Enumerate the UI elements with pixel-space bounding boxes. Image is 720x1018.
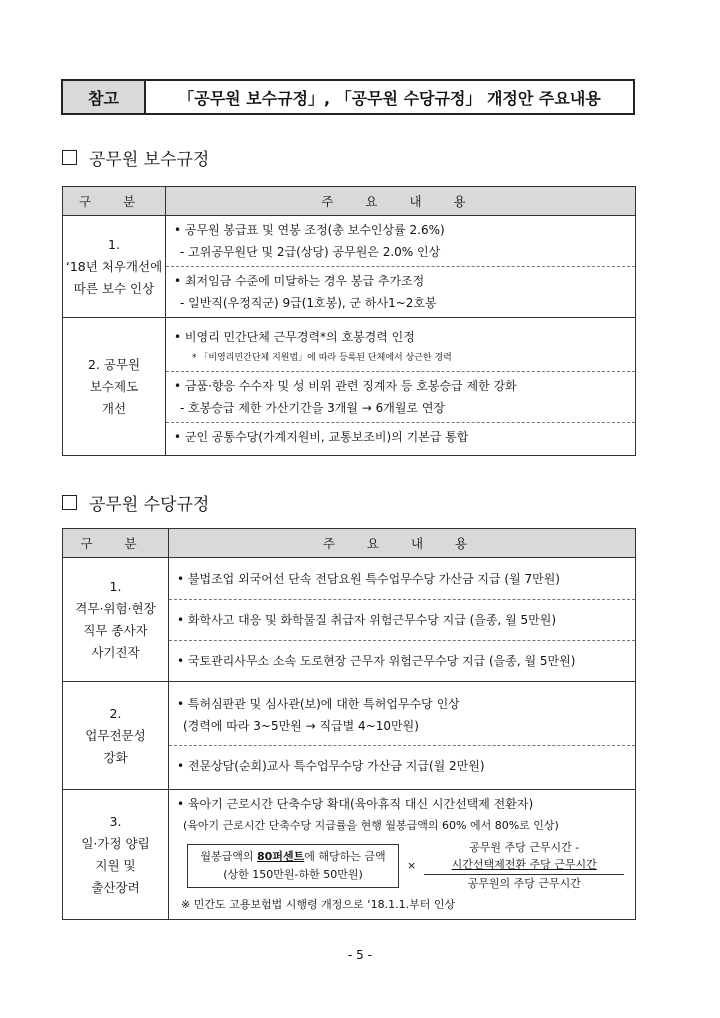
content-subline: - 호봉승급 제한 가산기간을 3개월 → 6개월로 연장 — [180, 400, 446, 415]
row-content — [169, 558, 636, 682]
category-line: 업무전문성 — [85, 727, 146, 743]
content-item — [169, 600, 635, 641]
content-item — [166, 267, 635, 317]
category-line: 격무·위험·현장 — [75, 600, 156, 616]
row-category — [63, 318, 166, 456]
category-line: 출산장려 — [91, 879, 140, 895]
table-row — [63, 318, 636, 456]
checkbox-icon — [62, 495, 77, 510]
content-item — [166, 423, 635, 451]
category-line: 3. — [109, 813, 122, 829]
formula-emphasis: 80퍼센트 — [257, 849, 305, 863]
fraction-denominator: 공무원의 주당 근무시간 — [467, 877, 581, 890]
category-line: 1. — [109, 578, 122, 594]
salary-table — [62, 186, 636, 456]
footnote: * 「비영리민간단체 지원법」에 따라 등록된 단체에서 상근한 경력 — [192, 352, 452, 363]
category-line: 지원 및 — [95, 857, 136, 873]
table-row — [63, 216, 636, 318]
allowance-table — [62, 528, 636, 920]
content-line: • 금품·향응 수수자 및 성 비위 관련 징계자 등 호봉승급 제한 강화 — [174, 378, 517, 393]
content-subline: (육아기 근로시간 단축수당 지급률을 현행 월봉급액의 60% 에서 80%로 인상) — [183, 819, 559, 832]
row-content — [166, 318, 636, 456]
content-item — [169, 746, 635, 786]
table-row — [63, 790, 636, 920]
content-item — [169, 790, 635, 919]
row-content — [169, 682, 636, 790]
category-line: 일·가정 양립 — [81, 835, 150, 851]
formula-text: 월봉급액의 — [200, 849, 258, 863]
row-content — [166, 216, 636, 318]
page-number: - 5 - — [348, 948, 372, 962]
content-subline: - 일반직(우정직군) 9급(1호봉), 군 하사1~2호봉 — [180, 296, 437, 310]
row-category — [63, 790, 169, 920]
allowance-formula — [187, 839, 627, 892]
title-box — [61, 79, 635, 115]
content-line: • 공무원 봉급표 및 연봉 조정(총 보수인상률 2.6%) — [174, 223, 445, 237]
content-subline: - 고위공무원단 및 2급(상당) 공무원은 2.0% 인상 — [180, 245, 441, 259]
category-line: 1. — [108, 236, 120, 252]
header-category: 구 분 — [63, 187, 166, 216]
table-header-row — [63, 529, 636, 558]
section-heading-salary — [62, 145, 209, 170]
content-line: • 불법조업 외국어선 단속 전담요원 특수업무수당 가산금 지급 (월 7만원) — [177, 571, 560, 586]
category-line: 2. — [109, 705, 122, 721]
numerator-line: 공무원 주당 근무시간 - — [469, 841, 580, 854]
content-line: • 군인 공통수당(가계지원비, 교통보조비)의 기본급 통합 — [174, 429, 469, 444]
category-line: 직무 종사자 — [83, 622, 148, 638]
content-item — [166, 323, 635, 372]
category-line: 따른 보수 인상 — [73, 280, 155, 296]
formula-limit: (상한 150만원-하한 50만원) — [223, 867, 363, 881]
category-line: ‘18년 처우개선에 — [65, 258, 163, 274]
content-line: • 국토관리사무소 소속 도로현장 근무자 위험근무수당 지급 (을종, 월 5만원) — [177, 653, 576, 668]
formula-text: 에 해당하는 금액 — [304, 849, 386, 863]
table-row — [63, 558, 636, 682]
content-line: • 화학사고 대응 및 화학물질 취급자 위험근무수당 지급 (을종, 월 5만원) — [177, 612, 557, 627]
row-category — [63, 216, 166, 318]
table-row — [63, 682, 636, 790]
category-line: 2. 공무원 — [87, 356, 141, 372]
content-line: • 전문상담(순회)교사 특수업무수당 가산금 지급(월 2만원) — [177, 759, 485, 773]
category-line: 보수제도 — [89, 378, 139, 394]
content-item — [169, 685, 635, 746]
content-line: • 최저임금 수준에 미달하는 경우 봉급 추가조정 — [174, 274, 425, 288]
row-content — [169, 790, 636, 920]
reference-tag: 참고 — [63, 81, 146, 113]
section-heading-text: 공무원 보수규정 — [89, 150, 210, 170]
content-line: • 특허심판관 및 심사관(보)에 대한 특허업무수당 인상 — [177, 697, 460, 711]
content-item — [169, 641, 635, 681]
row-category — [63, 682, 169, 790]
header-category: 구 분 — [63, 529, 169, 558]
remark-note: ※ 민간도 고용보험법 시행령 개정으로 ‘18.1.1.부터 인상 — [181, 898, 456, 911]
content-subline: (경력에 따라 3~5만원 → 직급별 4~10만원) — [183, 719, 419, 733]
multiply-sign: × — [407, 859, 417, 872]
category-line: 강화 — [103, 749, 128, 765]
content-item — [166, 216, 635, 267]
content-item — [166, 372, 635, 423]
formula-fraction — [424, 839, 624, 892]
table-header-row — [63, 187, 636, 216]
numerator-line: 시간선택제전환 주당 근무시간 — [451, 858, 597, 871]
content-item — [169, 559, 635, 600]
section-heading-text: 공무원 수당규정 — [89, 495, 210, 515]
document-title: 「공무원 보수규정」, 「공무원 수당규정」 개정안 주요내용 — [178, 88, 601, 108]
content-line: • 육아기 근로시간 단축수당 확대(육아휴직 대신 시간선택제 전환자) — [177, 797, 534, 811]
formula-amount-box — [187, 844, 399, 888]
header-content: 주 요 내 용 — [166, 187, 636, 216]
section-heading-allowance — [62, 490, 209, 515]
checkbox-icon — [62, 150, 77, 165]
category-line: 개선 — [101, 400, 127, 416]
row-category — [63, 558, 169, 682]
content-line: • 비영리 민간단체 근무경력*의 호봉경력 인정 — [174, 329, 415, 344]
fraction-numerator — [424, 839, 624, 875]
category-line: 사기진작 — [91, 644, 140, 660]
header-content: 주 요 내 용 — [169, 529, 636, 558]
